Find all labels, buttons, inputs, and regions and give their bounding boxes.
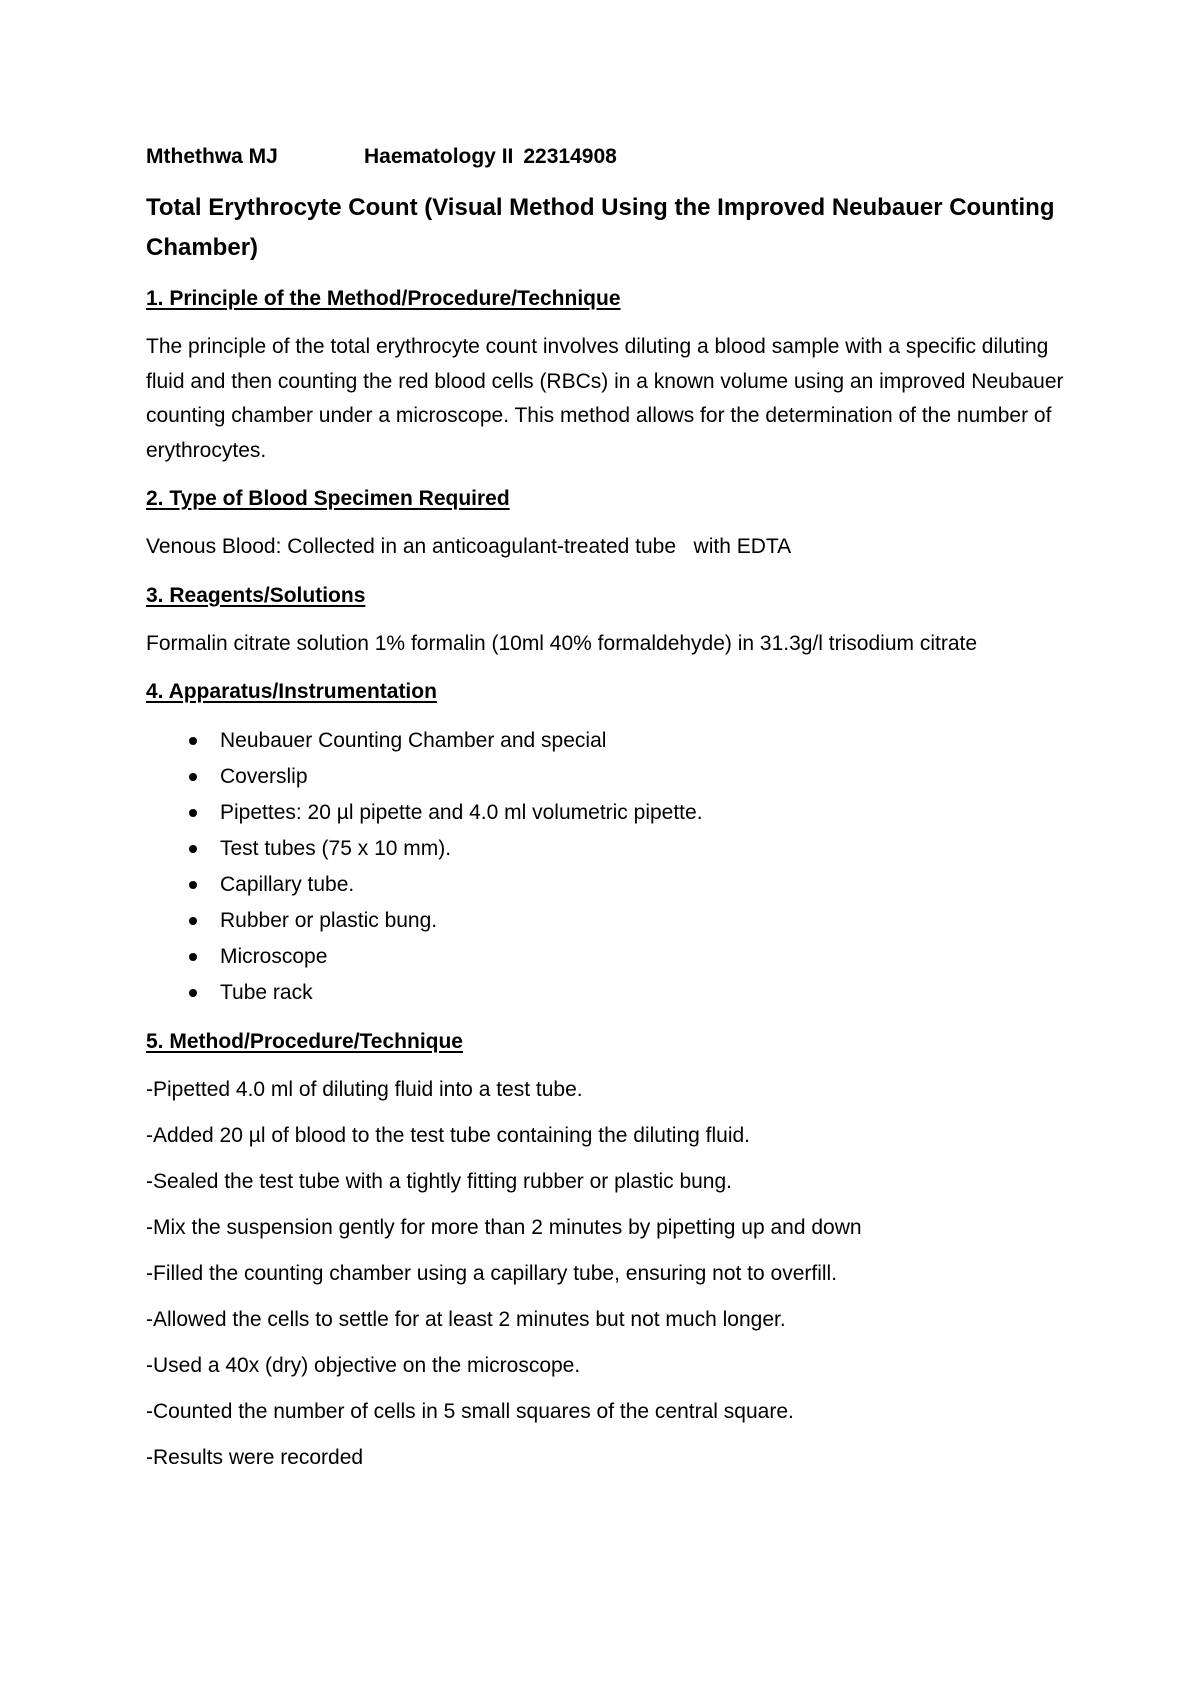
list-item: Rubber or plastic bung.	[220, 903, 1076, 939]
method-step: -Allowed the cells to settle for at least 2 minutes but not much longer.	[146, 1308, 786, 1331]
section-heading-principle: 1. Principle of the Method/Procedure/Technique	[146, 287, 621, 310]
section-heading-specimen: 2. Type of Blood Specimen Required	[146, 487, 510, 510]
method-step: -Pipetted 4.0 ml of diluting fluid into a test tube.	[146, 1078, 583, 1101]
document-page	[146, 140, 1076, 1487]
author-name: Mthethwa MJ	[146, 145, 278, 168]
section-heading-apparatus: 4. Apparatus/Instrumentation	[146, 680, 437, 703]
method-step: -Mix the suspension gently for more than 2 minutes by pipetting up and down	[146, 1216, 862, 1239]
method-step: -Added 20 µl of blood to the test tube containing the diluting fluid.	[146, 1124, 751, 1147]
method-step: -Filled the counting chamber using a capillary tube, ensuring not to overfill.	[146, 1262, 838, 1285]
specimen-text: Venous Blood: Collected in an anticoagulant-treated tube with EDTA	[146, 535, 792, 558]
method-step: -Counted the number of cells in 5 small squares of the central square.	[146, 1400, 794, 1423]
document-header	[146, 140, 1076, 174]
student-number: 22314908	[523, 145, 617, 168]
list-item: Test tubes (75 x 10 mm).	[220, 831, 1076, 867]
reagents-text: Formalin citrate solution 1% formalin (10ml 40% formaldehyde) in 31.3g/l trisodium citrate	[146, 631, 978, 655]
method-step: -Results were recorded	[146, 1446, 364, 1469]
method-step: -Sealed the test tube with a tightly fitting rubber or plastic bung.	[146, 1170, 733, 1193]
apparatus-list	[146, 723, 1076, 1011]
list-item: Tube rack	[220, 975, 1076, 1011]
course-name: Haematology II	[364, 145, 514, 168]
list-item: Microscope	[220, 939, 1076, 975]
principle-text: The principle of the total erythrocyte count involves diluting a blood sample with a specific diluting fluid and then counting the red blood cells (RBCs) in a known volume using an improved Neubauer counting chamber under a microscope. This method allows for the determination of the number of erythrocytes.	[146, 335, 1064, 462]
method-step: -Used a 40x (dry) objective on the microscope.	[146, 1354, 581, 1377]
section-heading-reagents: 3. Reagents/Solutions	[146, 583, 366, 607]
list-item: Neubauer Counting Chamber and special	[220, 723, 1076, 759]
list-item: Coverslip	[220, 759, 1076, 795]
document-title: Total Erythrocyte Count (Visual Method Using the Improved Neubauer Counting Chamber)	[146, 194, 1055, 261]
list-item: Pipettes: 20 µl pipette and 4.0 ml volumetric pipette.	[220, 795, 1076, 831]
method-steps	[146, 1073, 1076, 1475]
list-item: Capillary tube.	[220, 867, 1076, 903]
section-heading-method: 5. Method/Procedure/Technique	[146, 1030, 463, 1053]
